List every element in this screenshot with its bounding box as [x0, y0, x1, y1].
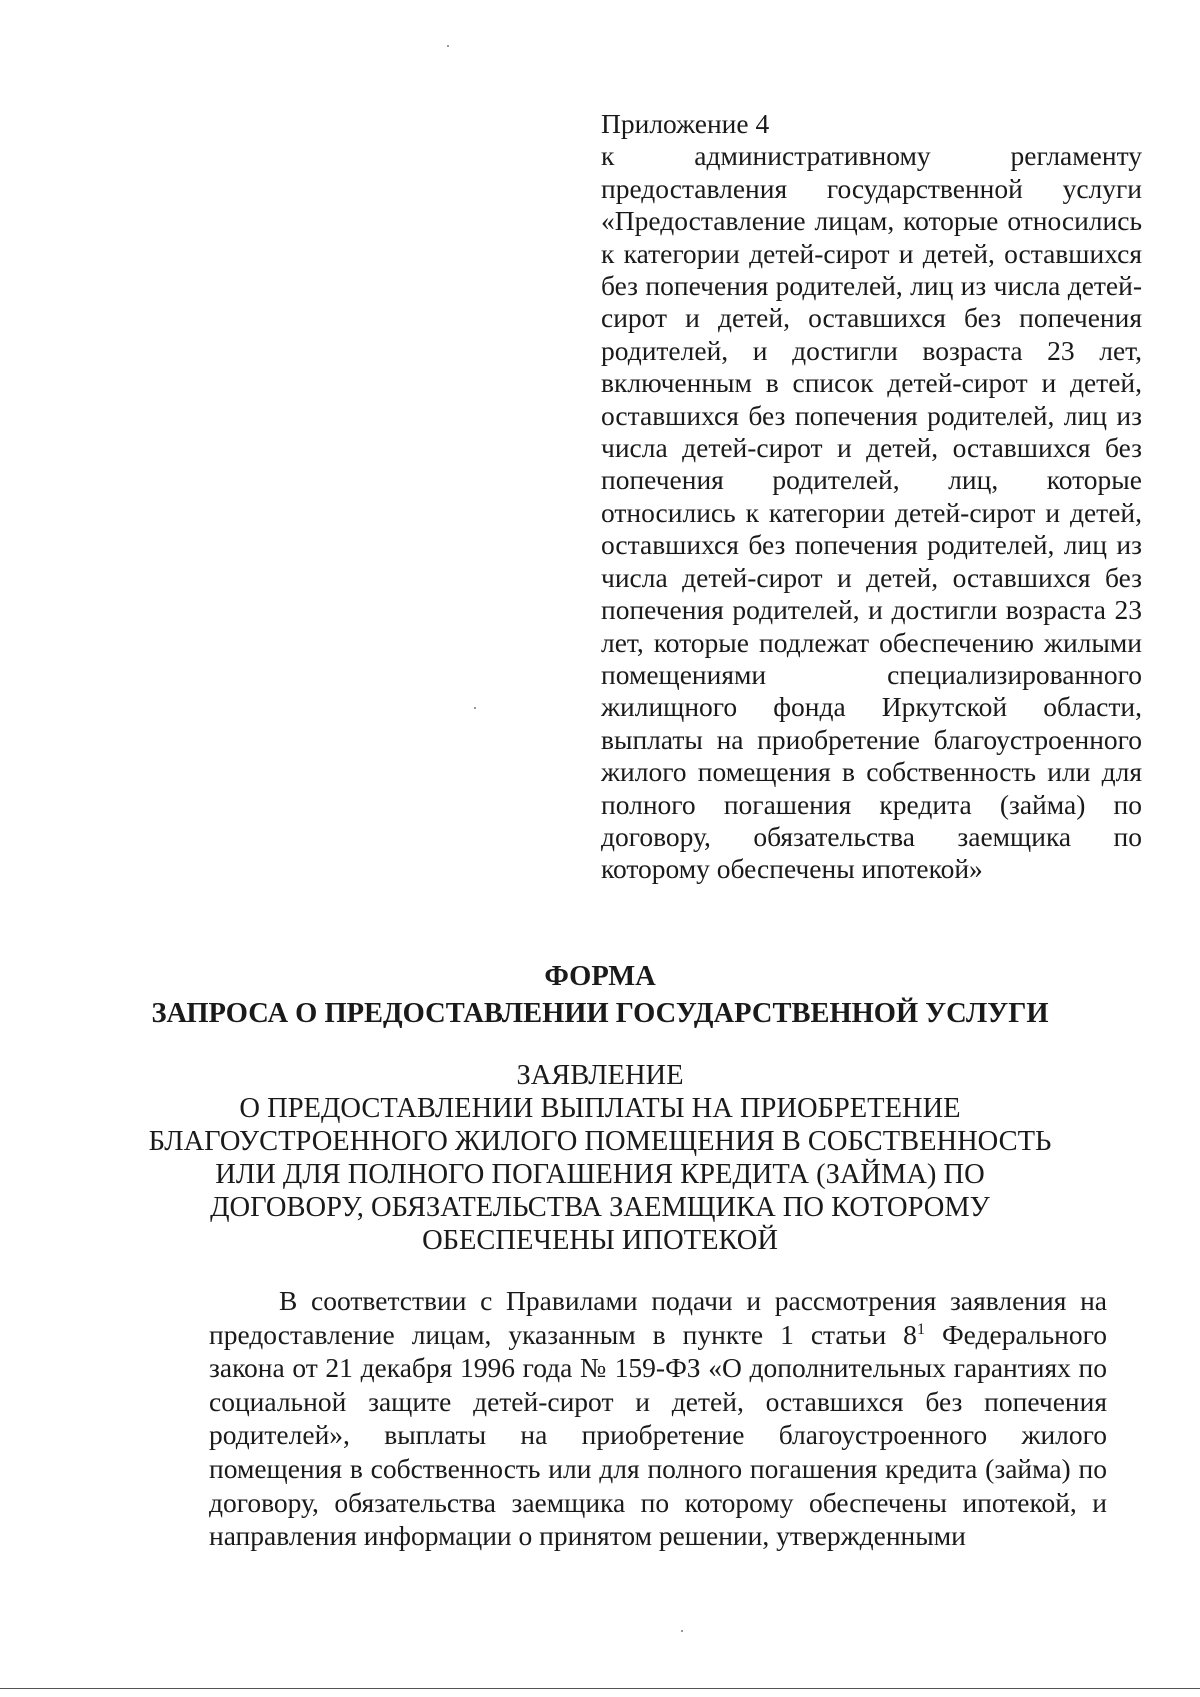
- appendix-text: к административному регламенту предоставления государственной услуги «Предоставление лицам, которые относились к категории детей-сирот и детей, оставшихся без попечения родителей, лиц из числа детей-сирот и детей, оставшихся без попечения родителей, и достигли возраста 23 лет, включенным в список детей-сирот и детей, оставшихся без попечения родителей, лиц из числа детей-сирот и детей, оставшихся без попечения родителей, лиц, которые относились к категории детей-сирот и детей, оставшихся без попечения родителей, лиц из числа детей-сирот и детей, оставшихся без попечения родителей, и достигли возраста 23 лет, которые подлежат обеспечению жилыми помещениями специализированного жилищного фонда Иркутской области, выплаты на приобретение благоустроенного жилого помещения в собственность или для полного погашения кредита (займа) по договору, обязательства заемщика по которому обеспечены ипотекой»: [601, 140, 1142, 885]
- body-paragraph-part1: В соответствии с Правилами подачи и рассмотрения заявления на предоставление лицам, указанным в пункте 1 статьи 8: [209, 1285, 1107, 1350]
- appendix-block: [601, 108, 1142, 886]
- statement-heading: [60, 1059, 1140, 1257]
- form-heading-line2: ЗАПРОСА О ПРЕДОСТАВЛЕНИИ ГОСУДАРСТВЕННОЙ УСЛУГИ: [151, 998, 1049, 1029]
- appendix-title: Приложение 4: [601, 108, 770, 139]
- statement-title: ЗАЯВЛЕНИЕ: [516, 1060, 684, 1091]
- scan-speck: [681, 1630, 683, 1632]
- scan-speck: [447, 45, 449, 47]
- form-heading: [60, 958, 1140, 1032]
- statement-subtitle: О ПРЕДОСТАВЛЕНИИ ВЫПЛАТЫ НА ПРИОБРЕТЕНИЕ БЛАГОУСТРОЕННОГО ЖИЛОГО ПОМЕЩЕНИЯ В СОБСТВЕННОСТЬ ИЛИ ДЛЯ ПОЛНОГО ПОГАШЕНИЯ КРЕДИТА (ЗАЙМА) ПО ДОГОВОРУ, ОБЯЗАТЕЛЬСТВА ЗАЕМЩИКА ПО КОТОРОМУ ОБЕСПЕЧЕНЫ ИПОТЕКОЙ: [148, 1093, 1052, 1256]
- form-heading-line1: ФОРМА: [544, 961, 656, 992]
- body-paragraph-part2: Федерального закона от 21 декабря 1996 года № 159-ФЗ «О дополнительных гарантиях по социальной защите детей-сирот и детей, оставшихся без попечения родителей», выплаты на приобретение благоустроенного жилого помещения в собственность или для полного погашения кредита (займа) по договору, обязательства заемщика по которому обеспечены ипотекой, и направления информации о принятом решении, утвержденными: [209, 1318, 1107, 1552]
- article-superscript: 1: [916, 1320, 925, 1338]
- body-paragraph: [209, 1284, 1107, 1553]
- scan-speck: [474, 707, 476, 709]
- page-bottom-edge: [0, 1688, 1200, 1689]
